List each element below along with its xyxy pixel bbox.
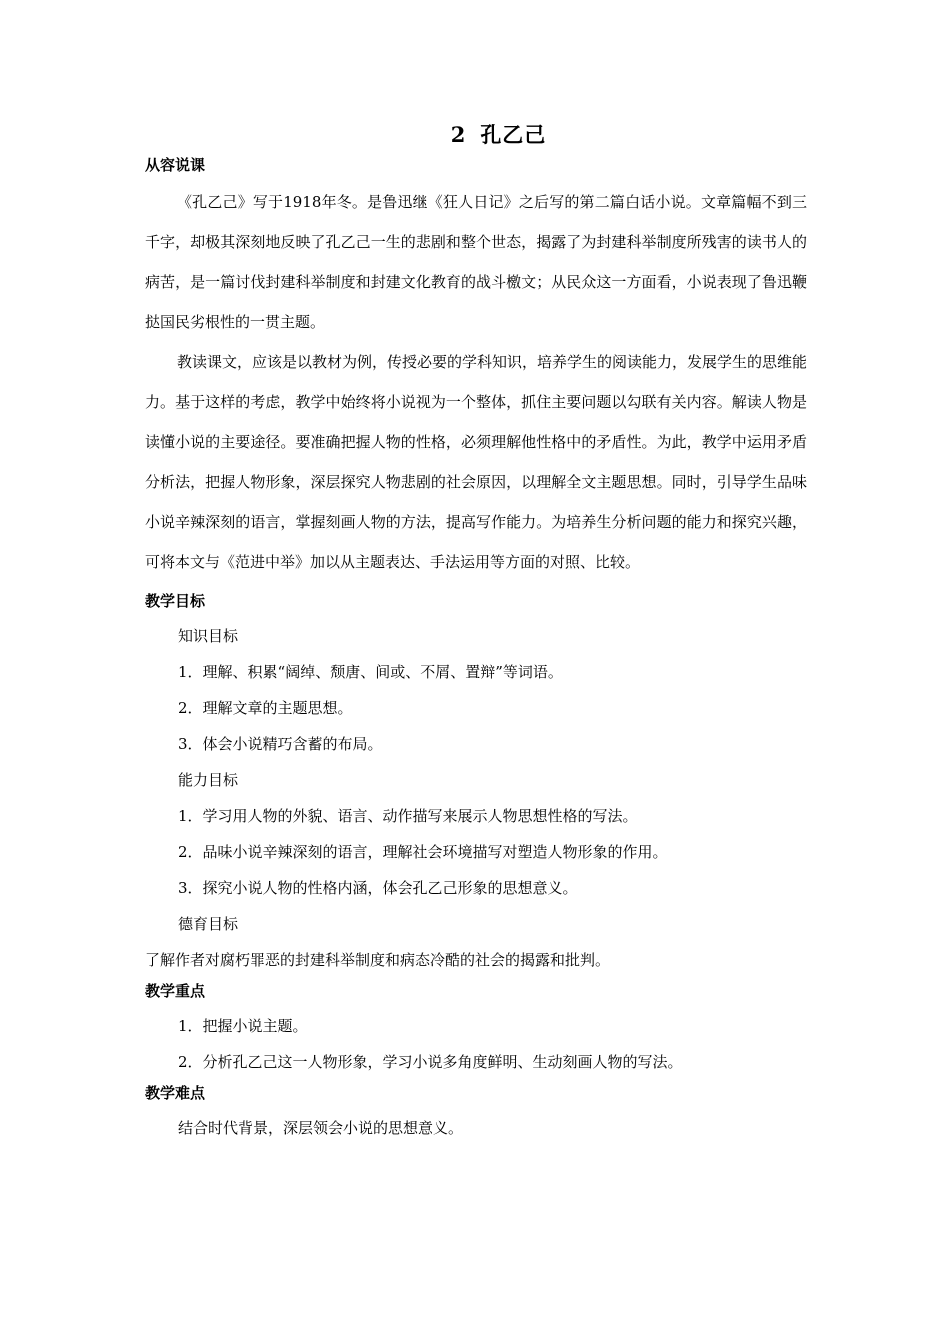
- lesson-number: 2: [450, 122, 467, 147]
- moral-goals-label: 德育目标: [178, 915, 239, 933]
- lesson-title: 孔乙己: [480, 122, 547, 147]
- section-heading-difficulties: 教学难点: [145, 1084, 206, 1102]
- knowledge-goal-item: 3．体会小说精巧含蓄的布局。: [178, 735, 383, 753]
- ability-goal-item: 2．品味小说辛辣深刻的语言，理解社会环境描写对塑造人物形象的作用。: [178, 843, 668, 861]
- knowledge-goal-item: 2．理解文章的主题思想。: [178, 699, 353, 717]
- knowledge-goals-label: 知识目标: [178, 627, 239, 645]
- key-point-item: 2．分析孔乙己这一人物形象，学习小说多角度鲜明、生动刻画人物的写法。: [178, 1053, 683, 1071]
- section-heading-intro: 从容说课: [145, 156, 206, 174]
- document-page: [145, 118, 807, 1146]
- moral-goal-text: 了解作者对腐朽罪恶的封建科举制度和病态冷酷的社会的揭露和批判。: [145, 951, 611, 969]
- difficulty-text: 结合时代背景，深层领会小说的思想意义。: [178, 1119, 464, 1137]
- ability-goal-item: 1．学习用人物的外貌、语言、动作描写来展示人物思想性格的写法。: [178, 807, 638, 825]
- section-heading-goals: 教学目标: [145, 592, 206, 610]
- ability-goals-label: 能力目标: [178, 771, 239, 789]
- intro-paragraph-2: 教读课文，应该是以教材为例，传授必要的学科知识，培养学生的阅读能力，发展学生的思维能力。基于这样的考虑，教学中始终将小说视为一个整体，抓住主要问题以勾联有关内容。解读人物是读懂小说的主要途径。要准确把握人物的性格，必须理解他性格中的矛盾性。为此，教学中运用矛盾分析法，把握人物形象，深层探究人物悲剧的社会原因，以理解全文主题思想。同时，引导学生品味小说辛辣深刻的语言，掌握刻画人物的方法，提高写作能力。为培养生分析问题的能力和探究兴趣，可将本文与《范进中举》加以从主题表达、手法运用等方面的对照、比较。: [145, 353, 808, 571]
- intro-paragraph-1: 《孔乙己》写于1918年冬。是鲁迅继《狂人日记》之后写的第二篇白话小说。文章篇幅不到三千字，却极其深刻地反映了孔乙己一生的悲剧和整个世态，揭露了为封建科举制度所残害的读书人的病苦，是一篇讨伐封建科举制度和封建文化教育的战斗檄文；从民众这一方面看，小说表现了鲁迅鞭挞国民劣根性的一贯主题。: [145, 193, 807, 331]
- ability-goal-item: 3．探究小说人物的性格内涵，体会孔乙己形象的思想意义。: [178, 879, 578, 897]
- page-title: [145, 118, 807, 152]
- knowledge-goal-item: 1．理解、积累“阔绰、颓唐、间或、不屑、置辩”等词语。: [178, 663, 563, 681]
- key-point-item: 1．把握小说主题。: [178, 1017, 308, 1035]
- section-heading-key-points: 教学重点: [145, 982, 206, 1000]
